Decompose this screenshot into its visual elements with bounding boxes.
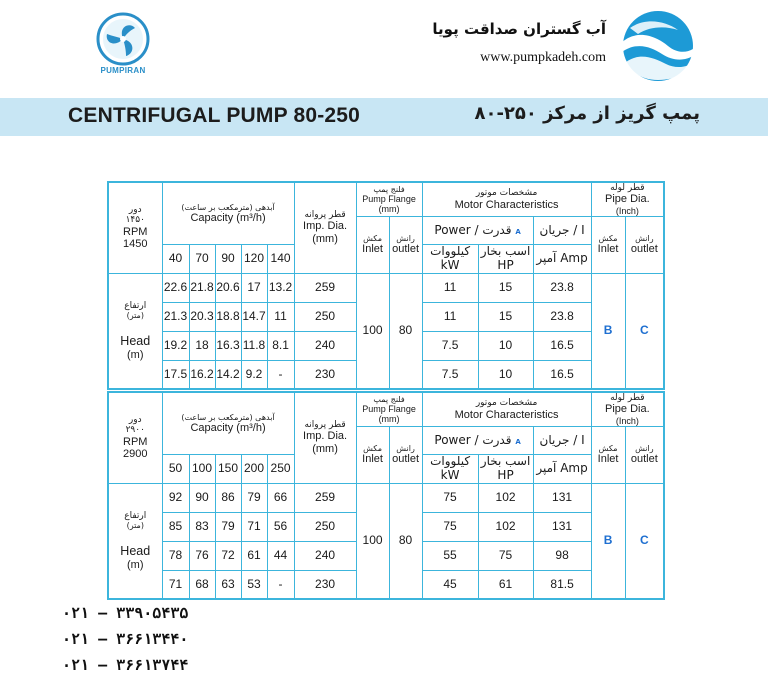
speed-cell: [108, 182, 162, 273]
rpm-label: RPM: [123, 225, 148, 238]
pipe-label-fa: قطر لوله: [610, 393, 645, 403]
head-value: 72: [215, 541, 241, 570]
pipe-inlet-label-fa: مکش: [598, 444, 618, 454]
inlet-label: Inlet: [362, 243, 383, 256]
brand-name: PUMPIRAN: [100, 66, 146, 75]
pumpiran-logo: [88, 12, 158, 82]
hp-label: اسب بخار HP: [478, 455, 533, 484]
imp-label-en: Imp. Dia.: [303, 430, 348, 443]
flange-header: [356, 392, 422, 427]
head-value: 90: [189, 483, 215, 512]
speed-cell: [108, 392, 162, 483]
pipe-unit: (Inch): [615, 415, 639, 426]
motor-label-en: Motor Characteristics: [454, 408, 559, 421]
phone-number[interactable]: ۰۲۱ – ۳۳۹۰۵۴۳۵: [62, 604, 189, 622]
pipe-outlet-label: outlet: [630, 453, 658, 466]
head-value: 11: [267, 302, 294, 331]
hp-value: 10: [478, 360, 533, 389]
imp-value: 250: [294, 512, 356, 541]
pipe-label-fa: قطر لوله: [610, 183, 645, 193]
head-label-en: Head: [120, 544, 151, 559]
head-value: 63: [215, 570, 241, 599]
capacity-value: 200: [241, 455, 267, 484]
head-value: 85: [162, 512, 189, 541]
capacity-header: [162, 392, 294, 455]
head-value: 56: [267, 512, 294, 541]
imp-value: 259: [294, 273, 356, 302]
imp-value: 259: [294, 483, 356, 512]
head-value: 78: [162, 541, 189, 570]
kw-label: کیلووات kW: [422, 455, 478, 484]
pipe-outlet-value: C: [625, 273, 664, 389]
pipe-header: [591, 392, 664, 427]
head-value: 71: [241, 512, 267, 541]
head-value: 21.3: [162, 302, 189, 331]
head-value: 20.3: [189, 302, 215, 331]
hp-value: 102: [478, 512, 533, 541]
imp-label-en: Imp. Dia.: [303, 220, 348, 233]
head-unit: (m): [127, 348, 144, 361]
capacity-value: 40: [162, 245, 189, 274]
head-value: 22.6: [162, 273, 189, 302]
amp-value: 16.5: [533, 360, 591, 389]
flange-outlet-value: 80: [389, 483, 422, 599]
head-value: 18: [189, 331, 215, 360]
head-value: 61: [241, 541, 267, 570]
imp-value: 230: [294, 360, 356, 389]
pipe-outlet-label-fa: رانش: [635, 444, 654, 454]
kw-value: 11: [422, 273, 478, 302]
amp-label: آمپر Amp: [533, 245, 591, 274]
current-label: جریان / I: [533, 217, 591, 245]
head-value: 53: [241, 570, 267, 599]
imp-value: 240: [294, 541, 356, 570]
amp-value: 23.8: [533, 273, 591, 302]
head-value: 79: [215, 512, 241, 541]
capacity-value: 90: [215, 245, 241, 274]
company-name: آب گستران صداقت پویا: [432, 20, 606, 38]
head-value: -: [267, 360, 294, 389]
power-label: [422, 427, 533, 455]
pumpiran-fan-icon: [88, 12, 158, 68]
head-label-fa: ارتفاع: [124, 510, 147, 521]
motor-label-fa: مشخصات موتور: [475, 398, 538, 409]
flange-outlet-header: [389, 427, 422, 484]
current-label: جریان / I: [533, 427, 591, 455]
table-row: [108, 483, 664, 512]
speed-label-fa: دور: [128, 414, 142, 425]
imp-label-fa: قطر پروانه: [304, 210, 346, 221]
flange-inlet-header: [356, 217, 389, 274]
head-value: 68: [189, 570, 215, 599]
outlet-label: outlet: [392, 453, 420, 466]
imp-value: 250: [294, 302, 356, 331]
capacity-value: 120: [241, 245, 267, 274]
head-value: 79: [241, 483, 267, 512]
kw-value: 11: [422, 302, 478, 331]
head-value: 21.8: [189, 273, 215, 302]
flange-label-en: Pump Flange: [362, 403, 416, 414]
website-link[interactable]: www.pumpkadeh.com: [480, 50, 606, 65]
amp-value: 98: [533, 541, 591, 570]
pipe-inlet-label-fa: مکش: [598, 234, 618, 244]
outlet-label: outlet: [392, 243, 420, 256]
speed-value-fa: ۲۹۰۰: [125, 425, 145, 436]
pipe-unit: (Inch): [615, 205, 639, 216]
head-value: 11.8: [241, 331, 267, 360]
phone-number[interactable]: ۰۲۱ – ۳۶۶۱۳۷۴۴: [62, 656, 189, 674]
power-a-mark: A: [515, 227, 521, 236]
flange-outlet-value: 80: [389, 273, 422, 389]
rpm-value: 1450: [123, 238, 148, 251]
motor-label-en: Motor Characteristics: [454, 198, 559, 211]
kw-value: 45: [422, 570, 478, 599]
head-value: 92: [162, 483, 189, 512]
head-label-cell: [108, 483, 162, 599]
capacity-header: [162, 182, 294, 245]
head-value: 8.1: [267, 331, 294, 360]
page-title-fa: پمپ گریز از مرکز ۲۵۰-۸۰: [474, 103, 700, 124]
capacity-value: 100: [189, 455, 215, 484]
capacity-value: 70: [189, 245, 215, 274]
imp-unit: (mm): [312, 233, 338, 246]
pipe-inlet-value: B: [591, 273, 625, 389]
head-value: 14.7: [241, 302, 267, 331]
hp-value: 15: [478, 273, 533, 302]
pipe-inlet-header: [591, 427, 625, 484]
imp-unit: (mm): [312, 443, 338, 456]
pipe-outlet-label: outlet: [630, 243, 658, 256]
flange-inlet-value: 100: [356, 273, 389, 389]
hp-value: 61: [478, 570, 533, 599]
pipe-outlet-header: [625, 217, 664, 274]
speed-label-fa: دور: [128, 204, 142, 215]
flange-outlet-header: [389, 217, 422, 274]
performance-table-1450: [107, 181, 665, 390]
inlet-label-fa: مکش: [363, 444, 383, 454]
pipe-inlet-label: Inlet: [597, 243, 619, 256]
page-title-en: CENTRIFUGAL PUMP 80-250: [68, 104, 361, 127]
performance-table-2900: [107, 391, 665, 600]
kw-label: کیلووات kW: [422, 245, 478, 274]
hp-value: 10: [478, 331, 533, 360]
imp-value: 230: [294, 570, 356, 599]
pipe-outlet-label-fa: رانش: [635, 234, 654, 244]
imp-dia-header: [294, 182, 356, 273]
capacity-label-en: Capacity (m³/h): [190, 211, 266, 224]
head-label-en: Head: [120, 334, 151, 349]
capacity-value: 150: [215, 455, 241, 484]
power-label: [422, 217, 533, 245]
head-label-cell: [108, 273, 162, 389]
capacity-value: 140: [267, 245, 294, 274]
flange-unit: (mm): [378, 204, 400, 215]
motor-label-fa: مشخصات موتور: [475, 188, 538, 199]
flange-inlet-header: [356, 427, 389, 484]
amp-value: 23.8: [533, 302, 591, 331]
power-a-mark: A: [515, 437, 521, 446]
head-unit-fa: (متر): [126, 521, 144, 531]
inlet-label: Inlet: [362, 453, 383, 466]
head-value: 71: [162, 570, 189, 599]
power-label-text: Power / قدرت: [434, 222, 512, 237]
head-value: 16.3: [215, 331, 241, 360]
hp-value: 15: [478, 302, 533, 331]
head-value: 18.8: [215, 302, 241, 331]
head-unit: (m): [127, 558, 144, 571]
capacity-value: 50: [162, 455, 189, 484]
head-unit-fa: (متر): [126, 311, 144, 321]
kw-value: 75: [422, 483, 478, 512]
hp-label: اسب بخار HP: [478, 245, 533, 274]
head-value: 17: [241, 273, 267, 302]
rpm-label: RPM: [123, 435, 148, 448]
head-value: 16.2: [189, 360, 215, 389]
hp-value: 75: [478, 541, 533, 570]
head-value: 13.2: [267, 273, 294, 302]
imp-label-fa: قطر پروانه: [304, 420, 346, 431]
amp-value: 81.5: [533, 570, 591, 599]
outlet-label-fa: رانش: [396, 444, 415, 454]
head-value: -: [267, 570, 294, 599]
kw-value: 7.5: [422, 360, 478, 389]
phone-number[interactable]: ۰۲۱ – ۳۶۶۱۳۴۴۰: [62, 630, 189, 648]
pipe-inlet-header: [591, 217, 625, 274]
outlet-label-fa: رانش: [396, 234, 415, 244]
amp-value: 16.5: [533, 331, 591, 360]
flange-label-fa: فلنج پمپ: [373, 394, 405, 404]
head-label-fa: ارتفاع: [124, 300, 147, 311]
pipe-inlet-value: B: [591, 483, 625, 599]
head-value: 66: [267, 483, 294, 512]
head-value: 76: [189, 541, 215, 570]
rpm-value: 2900: [123, 448, 148, 461]
flange-label-en: Pump Flange: [362, 193, 416, 204]
company-logo: [610, 6, 706, 86]
pipe-inlet-label: Inlet: [597, 453, 619, 466]
flange-header: [356, 182, 422, 217]
capacity-value: 250: [267, 455, 294, 484]
amp-value: 131: [533, 483, 591, 512]
amp-label: آمپر Amp: [533, 455, 591, 484]
pipe-outlet-value: C: [625, 483, 664, 599]
kw-value: 7.5: [422, 331, 478, 360]
flange-inlet-value: 100: [356, 483, 389, 599]
power-label-text: Power / قدرت: [434, 432, 512, 447]
motor-header: [422, 392, 591, 427]
pipe-header: [591, 182, 664, 217]
inlet-label-fa: مکش: [363, 234, 383, 244]
head-value: 19.2: [162, 331, 189, 360]
capacity-label-fa: آبدهی (مترمکعب بر ساعت): [181, 202, 275, 212]
pipe-label-en: Pipe Dia.: [605, 193, 650, 206]
hp-value: 102: [478, 483, 533, 512]
table-row: [108, 273, 664, 302]
kw-value: 55: [422, 541, 478, 570]
motor-header: [422, 182, 591, 217]
head-value: 86: [215, 483, 241, 512]
water-wave-icon: [610, 6, 706, 86]
head-value: 44: [267, 541, 294, 570]
head-value: 20.6: [215, 273, 241, 302]
head-value: 83: [189, 512, 215, 541]
speed-value-fa: ۱۴۵۰: [125, 215, 145, 226]
flange-label-fa: فلنج پمپ: [373, 184, 405, 194]
amp-value: 131: [533, 512, 591, 541]
head-value: 14.2: [215, 360, 241, 389]
capacity-label-en: Capacity (m³/h): [190, 421, 266, 434]
pipe-outlet-header: [625, 427, 664, 484]
flange-unit: (mm): [378, 414, 400, 425]
kw-value: 75: [422, 512, 478, 541]
head-value: 9.2: [241, 360, 267, 389]
capacity-label-fa: آبدهی (مترمکعب بر ساعت): [181, 412, 275, 422]
imp-dia-header: [294, 392, 356, 483]
pipe-label-en: Pipe Dia.: [605, 403, 650, 416]
head-value: 17.5: [162, 360, 189, 389]
imp-value: 240: [294, 331, 356, 360]
